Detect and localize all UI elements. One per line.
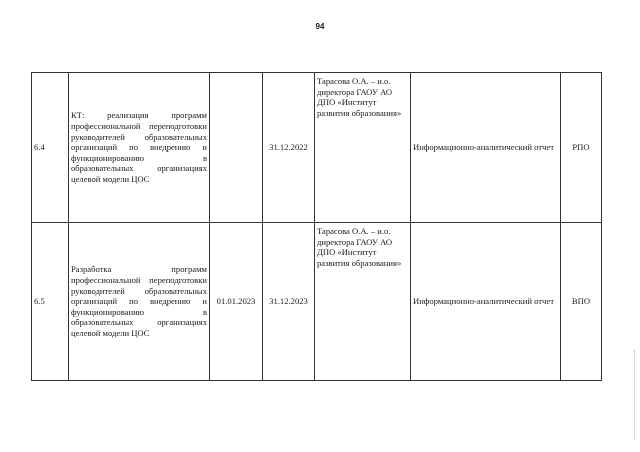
end-date: 31.12.2022 xyxy=(263,73,315,223)
start-date xyxy=(210,73,263,223)
responsible-person: Тарасова О.А. – и.о. директора ГАОУ АО ДПО «Институт развития образования» xyxy=(315,223,411,381)
table-row xyxy=(32,73,602,223)
level-code: РПО xyxy=(561,73,602,223)
row-number: 6.4 xyxy=(32,73,69,223)
result-type: Информационно-аналитический отчет xyxy=(411,223,561,381)
start-date: 01.01.2023 xyxy=(210,223,263,381)
table-row xyxy=(32,223,602,381)
scan-edge-mark xyxy=(634,350,636,440)
end-date: 31.12.2023 xyxy=(263,223,315,381)
page-number: 94 xyxy=(315,22,325,31)
task-description: КТ: реализация программ профессиональной переподготовки руководителей образовательных организаций по внедрению и функционированию в образовательных организациях целевой модели ЦОС xyxy=(69,73,210,223)
result-type: Информационно-аналитический отчет xyxy=(411,73,561,223)
level-code: ВПО xyxy=(561,223,602,381)
row-number: 6.5 xyxy=(32,223,69,381)
task-description: Разработка программ профессиональной переподготовки руководителей образовательных организаций по внедрению и функционированию в образовательных организациях целевой модели ЦОС xyxy=(69,223,210,381)
responsible-person: Тарасова О.А. – и.о. директора ГАОУ АО ДПО «Институт развития образования» xyxy=(315,73,411,223)
plan-table xyxy=(31,72,602,381)
